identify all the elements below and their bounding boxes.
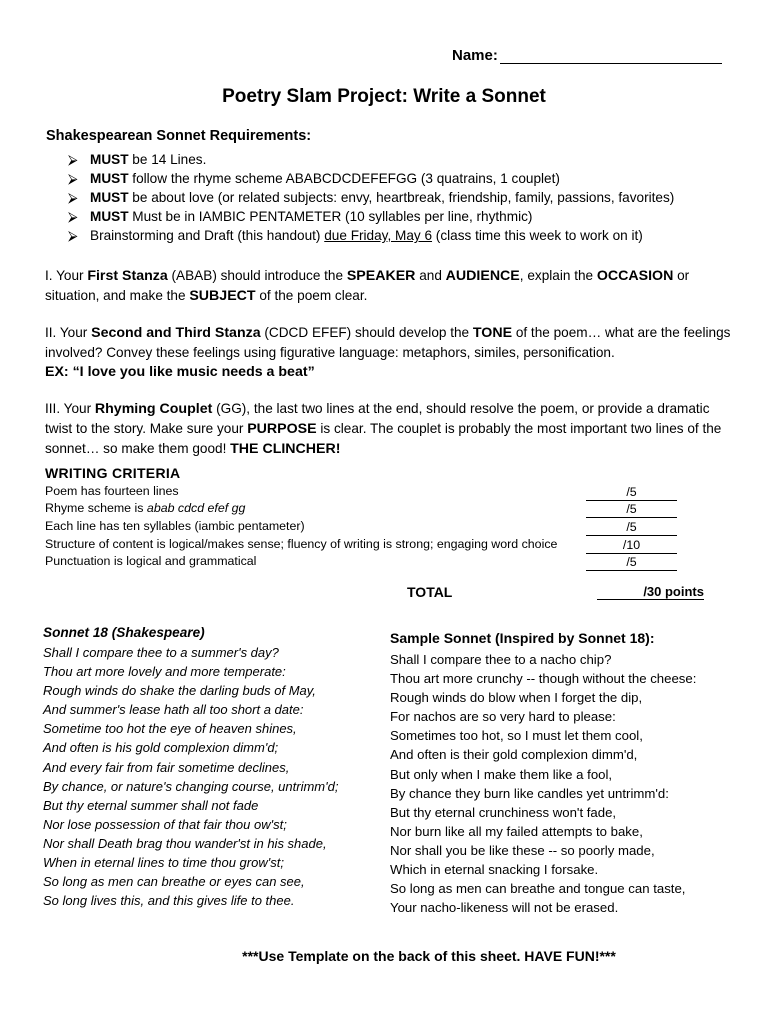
arrow-bullet-icon: ⮚ (68, 152, 78, 167)
name-row (452, 47, 722, 64)
keyword: TONE (472, 325, 513, 341)
criteria-score: /10 (586, 537, 677, 554)
requirement-text: follow the rhyme scheme ABABCDCDEFEFGG (3 quatrains, 1 couplet) (128, 171, 560, 186)
poem-line: Rough winds do blow when I forget the dip, (390, 690, 643, 706)
requirement-item (68, 207, 532, 226)
requirements-heading: Shakespearean Sonnet Requirements: (46, 128, 312, 144)
text: , explain the (519, 268, 597, 283)
poem-line: For nachos are so very hard to please: (390, 709, 616, 725)
text: (ABAB) should introduce the (167, 268, 347, 283)
keyword: Rhyming Couplet (94, 401, 213, 417)
poem-line: Nor lose possession of that fair thou ow'st; (43, 816, 287, 832)
poem-line: Shall I compare thee to a summer's day? (43, 645, 279, 660)
criteria-label: Punctuation is logical and grammatical (45, 554, 257, 568)
example-line: EX: “I love you like music needs a beat” (45, 364, 315, 380)
name-label: Name: (452, 47, 498, 64)
poem-line: Sometimes too hot, so I must let them cool, (390, 728, 643, 744)
poem-line: So long as men can breathe or eyes can see, (43, 874, 305, 890)
arrow-bullet-icon: ⮚ (68, 190, 78, 205)
poem-line: And every fair from fair sometime declines, (43, 759, 290, 775)
poem-line: But thy eternal summer shall not fade (43, 797, 259, 813)
poem-line: When in eternal lines to time thou grow'st; (43, 855, 284, 871)
criteria-score: /5 (586, 484, 677, 501)
total-label: TOTAL (407, 584, 453, 600)
poem-line: By chance, or nature's changing course, untrimm'd; (43, 778, 339, 794)
poem-line: Rough winds do shake the darling buds of May, (43, 683, 316, 699)
keyword: SUBJECT (189, 288, 256, 304)
keyword: Second and Third Stanza (91, 325, 261, 341)
text: of the poem… what are the feelings involved? Convey these feelings using figurative language: metaphors, similes, personification. (45, 325, 731, 360)
requirement-keyword: MUST (90, 171, 129, 186)
text: III. Your (45, 401, 95, 416)
requirement-item (68, 226, 643, 245)
requirement-keyword: MUST (90, 209, 129, 224)
couplet-paragraph (45, 399, 735, 459)
criteria-label: Structure of content is logical/makes sense; fluency of writing is strong; engaging word choice (45, 537, 558, 551)
poem-line: And often is their gold complexion dimm'd, (390, 747, 638, 763)
page-title: Poetry Slam Project: Write a Sonnet (222, 86, 546, 107)
rhyme-scheme-text: abab cdcd efef gg (146, 501, 246, 515)
requirement-item (68, 150, 206, 169)
criteria-label: Poem has fourteen lines (45, 484, 179, 498)
total-value: /30 points (597, 584, 704, 600)
poem-line: Sometime too hot the eye of heaven shines, (43, 721, 297, 737)
text: II. Your (45, 325, 92, 340)
poem-line: Nor shall Death brag thou wander'st in his shade, (43, 835, 327, 851)
poem-line: Nor burn like all my failed attempts to bake, (390, 823, 643, 839)
keyword: PURPOSE (247, 421, 317, 437)
requirement-item (68, 188, 674, 207)
writing-criteria-heading: WRITING CRITERIA (45, 465, 181, 481)
poem-line: Which in eternal snacking I forsake. (390, 862, 599, 878)
text: (GG), the last two lines at the end, should resolve the poem, or provide a dramatic twist to the story. Make sure your (45, 401, 710, 436)
keyword: AUDIENCE (445, 268, 520, 284)
text: (CDCD EFEF) should develop the (260, 325, 473, 340)
due-date: due Friday, May 6 (324, 228, 433, 243)
keyword: OCCASION (596, 268, 674, 284)
first-stanza-paragraph (45, 266, 735, 306)
text: and (415, 268, 446, 283)
criteria-label: Each line has ten syllables (iambic pentameter) (45, 519, 305, 533)
poem-line: By chance they burn like candles yet untrimm'd: (390, 785, 669, 801)
requirement-item (68, 169, 560, 188)
poem-line: Thou art more lovely and more temperate: (43, 664, 286, 680)
arrow-bullet-icon: ⮚ (68, 171, 78, 186)
poem-line: Thou art more crunchy -- though without the cheese: (390, 671, 697, 687)
keyword: SPEAKER (346, 268, 416, 284)
poem-line: And summer's lease hath all too short a date: (43, 702, 304, 718)
keyword: THE CLINCHER! (230, 441, 341, 457)
text: Rhyme scheme is (45, 501, 147, 515)
criteria-score: /5 (586, 554, 677, 571)
criteria-score: /5 (586, 501, 677, 518)
sample-sonnet-poem (390, 650, 696, 917)
poem-line: But only when I make them like a fool, (390, 766, 613, 782)
requirement-keyword: MUST (90, 152, 129, 167)
poem-line: And often is his gold complexion dimm'd; (43, 740, 279, 756)
poem-line: So long lives this, and this gives life to thee. (43, 893, 295, 909)
text: or situation, and make the (45, 268, 690, 303)
requirement-text: Brainstorming and Draft (this handout) (90, 228, 325, 243)
keyword: First Stanza (87, 268, 168, 284)
poem-line: Nor shall you be like these -- so poorly made, (390, 842, 655, 858)
poem-line: Your nacho-likeness will not be erased. (390, 900, 619, 916)
text: of the poem clear. (255, 288, 368, 303)
requirement-text: (class time this week to work on it) (432, 228, 643, 243)
second-third-stanza-paragraph (45, 323, 735, 382)
arrow-bullet-icon: ⮚ (68, 228, 78, 243)
arrow-bullet-icon: ⮚ (68, 209, 78, 224)
text: I. Your (45, 268, 88, 283)
requirement-text: be 14 Lines. (128, 152, 207, 167)
footer-note: ***Use Template on the back of this sheet. HAVE FUN!*** (242, 948, 616, 964)
criteria-label (45, 500, 245, 517)
total-score (586, 584, 704, 599)
poem-line: So long as men can breathe and tongue can taste, (390, 881, 686, 897)
sonnet18-poem (43, 643, 338, 910)
sample-sonnet-title: Sample Sonnet (Inspired by Sonnet 18): (390, 630, 655, 646)
requirement-text: be about love (or related subjects: envy, heartbreak, friendship, family, passions, favorites) (128, 190, 675, 205)
requirement-keyword: MUST (90, 190, 129, 205)
requirement-text: Must be in IAMBIC PENTAMETER (10 syllables per line, rhythmic) (128, 209, 533, 224)
poem-line: Shall I compare thee to a nacho chip? (390, 652, 612, 667)
sonnet18-title: Sonnet 18 (Shakespeare) (43, 625, 205, 640)
name-field[interactable] (500, 48, 722, 64)
poem-line: But thy eternal crunchiness won't fade, (390, 804, 617, 820)
criteria-score: /5 (586, 519, 677, 536)
text: is clear. The couplet is probably the most important two lines of the sonnet… so make them good! (45, 421, 722, 456)
